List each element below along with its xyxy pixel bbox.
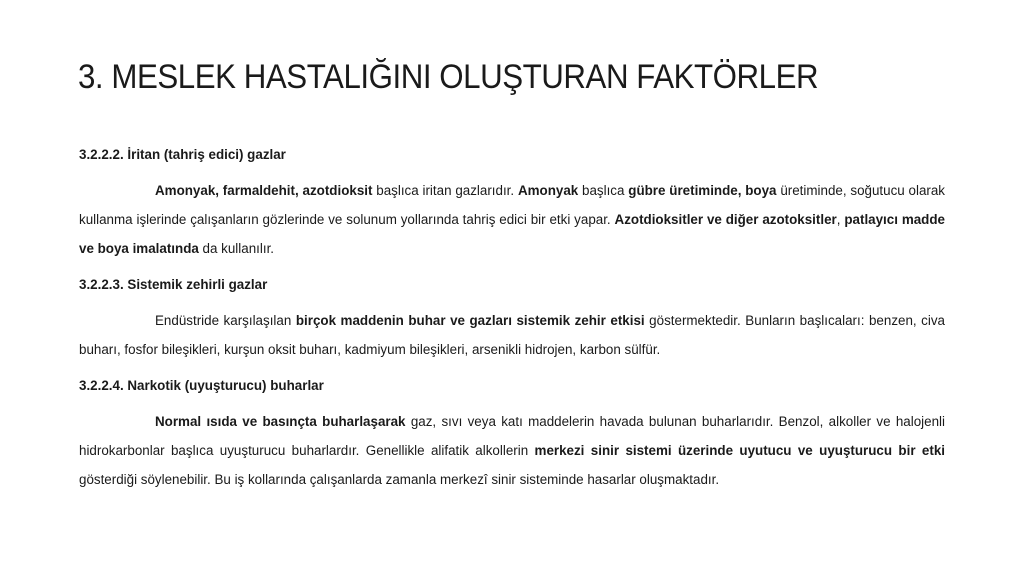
section-iritan-gazlar [79, 140, 945, 263]
bold-text-run: Amonyak, farmaldehit, azotdioksit [155, 183, 373, 198]
section-paragraph [79, 407, 945, 494]
text-run: üretiminde, soğutucu olarak kullanma işlerinde çalışanların gözlerinde ve solunum yollarında tahriş edici bir etki yapar. [79, 183, 945, 227]
text-run: başlıca [578, 183, 629, 198]
slide-body [79, 140, 945, 501]
section-paragraph [79, 176, 945, 263]
bold-text-run: Amonyak [517, 183, 579, 198]
section-paragraph [79, 306, 945, 364]
text-run: gaz, sıvı veya katı maddelerin havada bulunan buharlarıdır. Benzol, alkoller ve halojenli hidrokarbonlar başlıca uyuşturucu buharlardır. Genellikle alifatik alkollerin [79, 414, 945, 458]
text-run: gösterdiği söylenebilir. Bu iş kollarında çalışanlarda zamanla merkezî sinir sisteminde hasarlar oluşmaktadır. [79, 472, 720, 487]
text-run: başlıca iritan gazlarıdır. [372, 183, 518, 198]
section-heading: 3.2.2.3. Sistemik zehirli gazlar [79, 277, 268, 292]
section-narkotik-buharlar [79, 371, 945, 494]
bold-text-run: merkezi sinir sistemi üzerinde uyutucu ve uyuşturucu bir etki [534, 443, 945, 458]
section-heading: 3.2.2.4. Narkotik (uyuşturucu) buharlar [79, 378, 324, 393]
section-sistemik-zehirli-gazlar [79, 270, 945, 364]
bold-text-run: Normal ısıda ve basınçta buharlaşarak [155, 414, 406, 429]
bold-text-run: gübre üretiminde, boya [628, 183, 777, 198]
slide-title: 3. MESLEK HASTALIĞINI OLUŞTURAN FAKTÖRLER [78, 58, 819, 96]
text-run: , [836, 212, 845, 227]
text-run: Endüstride karşılaşılan [155, 313, 296, 328]
bold-text-run: patlayıcı madde ve boya imalatında [79, 212, 945, 256]
bold-text-run: Azotdioksitler ve diğer azotoksitler [614, 212, 837, 227]
text-run: da kullanılır. [198, 241, 275, 256]
bold-text-run: birçok maddenin buhar ve gazları sistemik zehir etkisi [295, 313, 645, 328]
text-run: göstermektedir. Bunların başlıcaları: benzen, civa buharı, fosfor bileşikleri, kurşun oksit buharı, kadmiyum bileşikleri, arsenikli hidrojen, karbon sülfür. [79, 313, 945, 357]
section-heading: 3.2.2.2. İritan (tahriş edici) gazlar [79, 147, 286, 162]
